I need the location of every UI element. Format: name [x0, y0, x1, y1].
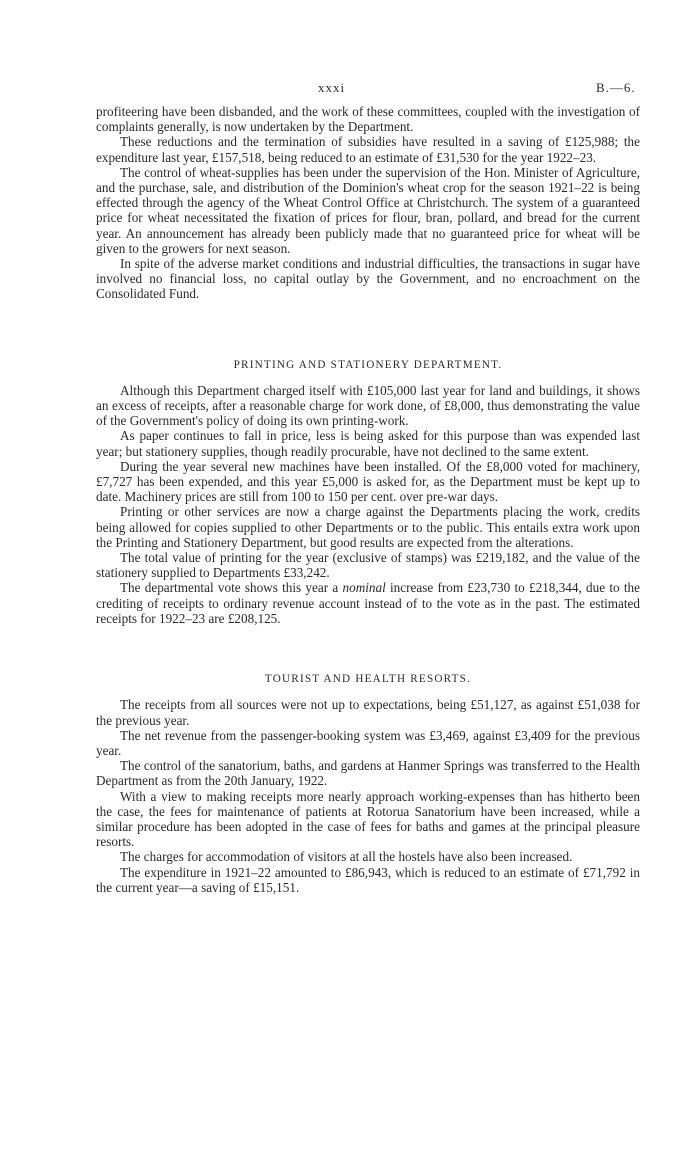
paragraph: These reductions and the termination of subsidies have resulted in a saving of £125,988; the expenditure last year, £157,518, being reduced to an estimate of £31,530 for the year 1922–23. — [96, 134, 640, 165]
paragraph: Although this Department charged itself with £105,000 last year for land and buildings, it shows an excess of receipts, after a reasonable charge for work done, of £8,000, thus demonstrating the value of the Government's policy of doing its own printing-work. — [96, 382, 640, 429]
paragraph: profiteering have been disbanded, and the work of these committees, coupled with the investigation of complaints generally, is now undertaken by the Department. — [96, 104, 640, 135]
page-header — [0, 80, 700, 100]
paragraph: Printing or other services are now a charge against the Departments placing the work, credits being allowed for copies supplied to other Departments or to the public. This entails extra work upon the Printing and Stationery Department, but good results are expected from the alterations. — [96, 504, 640, 550]
paragraph: The charges for accommodation of visitors at all the hostels have also been increased. — [120, 849, 573, 865]
tourist-section — [96, 672, 640, 895]
intro-section — [96, 104, 640, 302]
paragraph: The total value of printing for the year (exclusive of stamps) was £219,182, and the value of the stationery supplied to Departments £33,242. — [96, 550, 640, 581]
section-heading: PRINTING AND STATIONERY DEPARTMENT. — [233, 358, 503, 371]
paper-reference: B.—6. — [596, 80, 636, 95]
paragraph — [96, 580, 640, 626]
paragraph: The net revenue from the passenger-booking system was £3,469, against £3,409 for the previous year. — [96, 727, 640, 758]
paragraph: During the year several new machines have been installed. Of the £8,000 voted for machinery, £7,727 has been expended, and this year £5,000 is asked for, as the Department must be kept up to date. Machinery prices are still from 100 to 150 per cent. over pre-war days. — [96, 458, 640, 505]
page-number: xxxi — [318, 80, 346, 95]
paragraph: The expenditure in 1921–22 amounted to £86,943, which is reduced to an estimate of £71,792 in the current year—a saving of £15,151. — [96, 864, 640, 895]
text-run: increase from £23,730 to £218,344, due to the crediting of receipts to ordinary revenue account instead of to the vote as in the past. The estimated receipts for 1922–23 are £208,125. — [96, 580, 640, 626]
paragraph: As paper continues to fall in price, less is being asked for this purpose than was expended last year; but stationery supplies, though readily procurable, have not declined to the same extent. — [96, 428, 640, 459]
paragraph: In spite of the adverse market conditions and industrial difficulties, the transactions in sugar have involved no financial loss, no capital outlay by the Government, and no encroachment on the Consolidated Fund. — [96, 256, 640, 302]
printing-section — [96, 358, 640, 626]
paragraph: The control of the sanatorium, baths, and gardens at Hanmer Springs was transferred to the Health Department as from the 20th January, 1922. — [96, 758, 640, 789]
paragraph: With a view to making receipts more nearly approach working-expenses than has hitherto been the case, the fees for maintenance of patients at Rotorua Sanatorium have been increased, while a similar procedure has been adopted in the case of fees for baths and games at the principal pleasure resorts. — [96, 788, 640, 850]
text-run: The departmental vote shows this year a — [120, 580, 343, 596]
emphasis-text: nominal — [342, 580, 386, 596]
paragraph: The control of wheat-supplies has been under the supervision of the Hon. Minister of Agriculture, and the purchase, sale, and distribution of the Dominion's wheat crop for the season 1921–22 is being effected through the agency of the Wheat Control Office at Christchurch. The system of a guaranteed price for wheat necessitated the fixation of prices for flour, bran, pollard, and bread for the current year. An announcement has already been publicly made that no guaranteed price for wheat will be given to the growers for next season. — [96, 164, 640, 256]
paragraph: The receipts from all sources were not up to expectations, being £51,127, as against £51,038 for the previous year. — [96, 697, 640, 728]
document-body — [96, 104, 640, 895]
section-heading: TOURIST AND HEALTH RESORTS. — [264, 673, 472, 686]
